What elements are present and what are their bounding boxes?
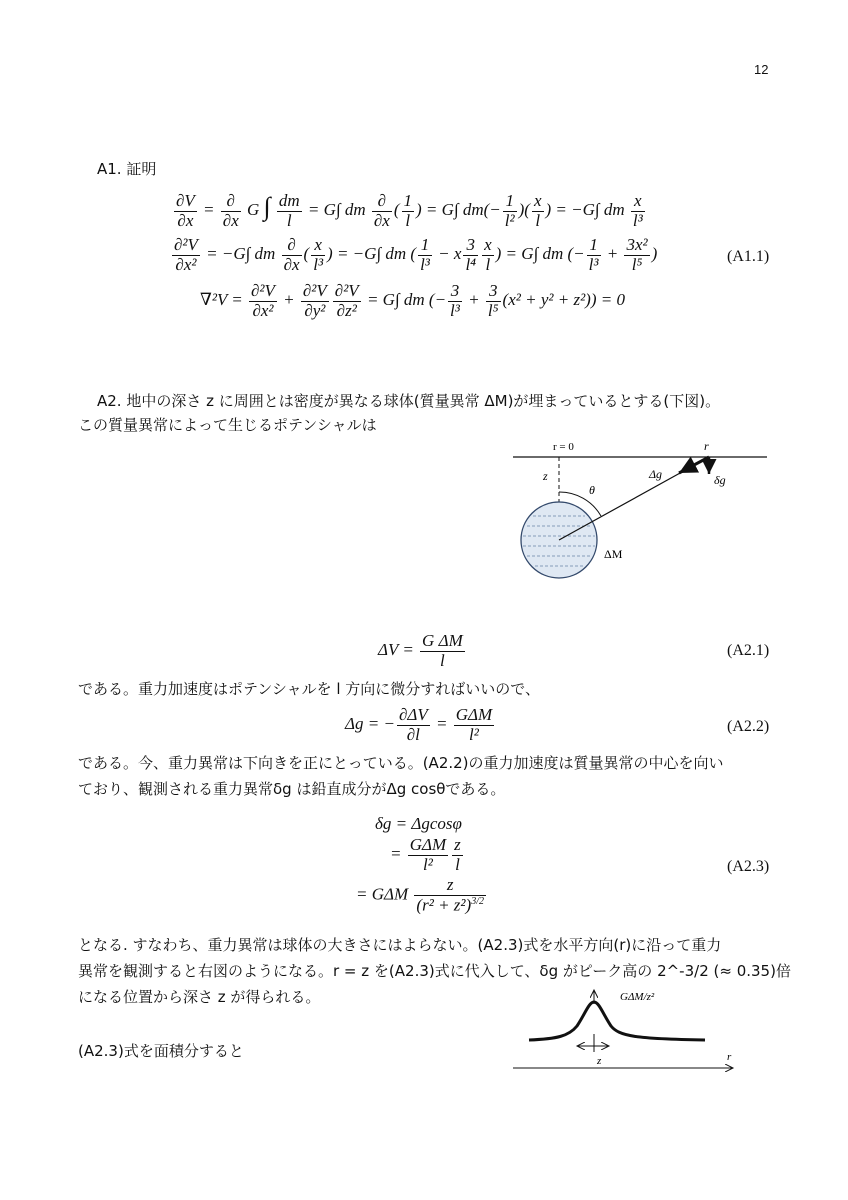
text-conclusion-line2: 異常を観測すると右図のようになる。r = z を(A2.3)式に代入して、δg がピーク高の 2^-3/2 (≈ 0.35)倍 (78, 962, 791, 980)
label-z: z (543, 469, 548, 483)
label-mass-anomaly: ΔM (604, 547, 623, 561)
label-peak: GΔM/z² (620, 991, 655, 1003)
label-r: r (704, 439, 709, 453)
equation-label-a2-1: (A2.1) (727, 642, 770, 659)
page-number: 12 (754, 62, 769, 77)
equation-a2-2: Δg = − $\frac{\partial\Delta V}{\partial l}$ = $\frac{\text{GΔM}}{\text{l²}}$ (345, 705, 493, 744)
text-conclusion-line3: になる位置から深さ z が得られる。 (78, 988, 321, 1006)
text-a2-3-intro-line2: ており、観測される重力異常δg は鉛直成分がΔg cosθである。 (78, 780, 506, 798)
text-after-a2-1: である。重力加速度はポテンシャルを l 方向に微分すればいいので、 (78, 680, 540, 698)
equation-a2-1: ΔV = $\frac{\text{G ΔM}}{l}$ (378, 631, 463, 670)
a2-paragraph-line2: この質量異常によって生じるポテンシャルは (78, 416, 377, 434)
anomaly-curve (529, 1002, 705, 1040)
label-theta: θ (589, 483, 595, 497)
equation-label-a2-3: (A2.3) (727, 858, 770, 875)
equation-label-a2-2: (A2.2) (727, 718, 770, 735)
equation-a2-3-line3: = GΔM $\frac{z}{(r^2 + z^2)^{3/2}}$ (356, 875, 484, 915)
label-delta-g: Δg (649, 467, 663, 481)
equation-a2-3-line1: δg = Δgcosφ (375, 814, 462, 833)
text-a2-3-intro-line1: である。今、重力異常は下向きを正にとっている。(A2.2)の重力加速度は質量異常の中心を向い (78, 754, 724, 772)
label-z-fig2: z (597, 1055, 602, 1067)
label-r-fig2: r (727, 1051, 732, 1063)
label-small-delta-g: δg (714, 473, 726, 487)
text-area-integral: (A2.3)式を面積分すると (78, 1042, 244, 1060)
equation-a1-line3: ∇²V = $\frac{\text{∂²V}}{\text{∂x²}}$ + $\frac{\text{∂²V}}{\text{∂y²}}$ $\frac{\text{∂²V}}{\text{∂z²}}$ = G∫ dm (− $\frac{3}{\text{l³}}$ + $\frac{3}{\text{l⁵}}$ (x² + y² + z²)) = 0 (200, 281, 625, 320)
equation-label-a1-1: (A1.1) (727, 248, 770, 265)
equation-a1-line1: $\frac{\partial V}{\partial x}$ = $\frac{\partial}{\partial x}$ G ∫ $\frac{dm}{l}$ = G∫ dm $\frac{\partial}{\partial x}$ ( $\frac{1}{l}$ ) = G∫ dm(− $\frac{1}{\text{l²}}$ )( $\frac{x}{l}$ ) = −G∫ dm $\frac{x}{\text{l³}}$ (176, 191, 643, 230)
equation-a2-3-line2: = $\frac{\text{GΔM}}{\text{l²}}$ $\frac{z}{l}$ (390, 835, 461, 874)
text-conclusion-line1: となる. すなわち、重力異常は球体の大きさにはよらない。(A2.3)式を水平方向(r)に沿って重力 (78, 936, 722, 954)
buried-sphere-figure (505, 436, 775, 616)
section-a1-heading: A1. 証明 (97, 160, 157, 178)
a2-paragraph-line1: A2. 地中の深さ z に周囲とは密度が異なる球体(質量異常 ΔM)が埋まっているとする(下図)。 (97, 392, 721, 410)
equation-a1-line2: $\frac{\text{∂²V}}{\text{∂x²}}$ = −G∫ dm $\frac{\partial}{\partial x}$ ( $\frac{x}{\text{l³}}$ ) = −G∫ dm ( $\frac{1}{\text{l³}}$ − x $\frac{3}{\text{l⁴}}$ $\frac{x}{l}$ ) = G∫ dm (− $\frac{1}{\text{l³}}$ + $\frac{\text{3x²}}{\text{l⁵}}$ ) (174, 235, 658, 274)
label-r0: r = 0 (553, 441, 574, 453)
delta-g-arrow (679, 457, 709, 473)
gravity-anomaly-profile-figure (505, 982, 745, 1078)
